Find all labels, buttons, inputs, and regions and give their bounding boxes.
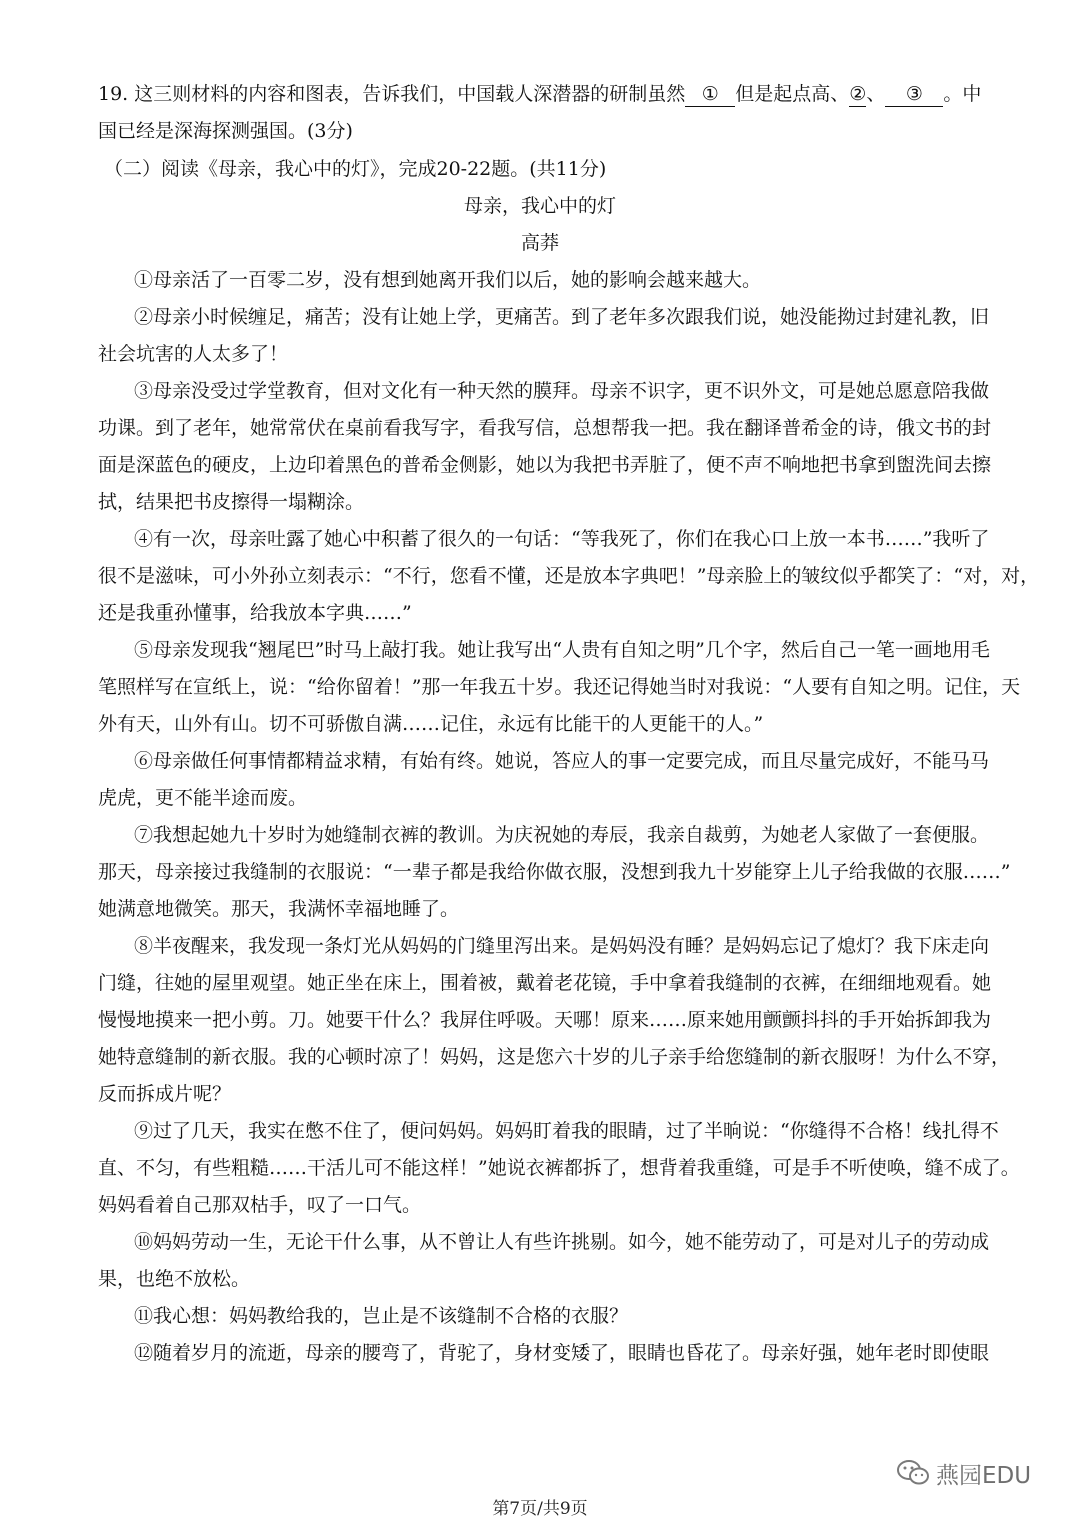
essay-title: 母亲，我心中的灯 [463,195,616,217]
blank-1: ① [685,82,735,107]
essay-author: 高莽 [520,232,559,254]
paragraph-line: ②母亲小时候缠足，痛苦；没有让她上学，更痛苦。到了老年多次跟我们说，她没能拗过封建礼教，旧 [134,306,990,328]
paragraph-line: 外有天，山外有山。切不可骄傲自满……记住，永远有比能干的人更能干的人。” [98,713,764,735]
section-header: （二）阅读《母亲，我心中的灯》，完成20-22题。(共11分) [104,158,607,180]
paragraph-line: ④有一次，母亲吐露了她心中积蓄了很久的一句话：“等我死了，你们在我心口上放一本书……”我听了 [134,528,990,550]
paragraph-line: ①母亲活了一百零二岁，没有想到她离开我们以后，她的影响会越来越大。 [134,269,762,291]
question-text-middle: 但是起点高、 [735,83,850,105]
page-footer: 第7页/共9页 [492,1499,588,1519]
paragraph-line: ⑧半夜醒来，我发现一条灯光从妈妈的门缝里泻出来。是妈妈没有睡？是妈妈忘记了熄灯？我下床走向 [134,935,990,957]
paragraph-line: ⑥母亲做任何事情都精益求精，有始有终。她说，答应人的事一定要完成，而且尽量完成好，不能马马 [134,750,990,772]
paragraph-line: 那天，母亲接过我缝制的衣服说：“一辈子都是我给你做衣服，没想到我九十岁能穿上儿子给我做的衣服……” [98,861,1011,883]
paragraph-line: 笔照样写在宣纸上，说：“给你留着！”那一年我五十岁。我还记得她当时对我说：“人要有自知之明。记住，天 [98,676,1021,698]
paragraph-line: ⑩妈妈劳动一生，无论干什么事，从不曾让人有些许挑剔。如今，她不能劳动了，可是对儿子的劳动成 [134,1231,990,1253]
paragraph-line: 她特意缝制的新衣服。我的心顿时凉了！妈妈，这是您六十岁的儿子亲手给您缝制的新衣服呀！为什么不穿， [98,1046,1011,1068]
paragraph-line: 直、不匀，有些粗糙……干活儿可不能这样！”她说衣裤都拆了，想背着我重缝，可是手不听使唤，缝不成了。 [98,1157,1020,1179]
paragraph-line: 面是深蓝色的硬皮，上边印着黑色的普希金侧影，她以为我把书弄脏了，便不声不响地把书拿到盥洗间去擦 [98,454,992,476]
paragraph-line: 功课。到了老年，她常常伏在桌前看我写字，看我写信，总想帮我一把。我在翻译普希金的诗，俄文书的封 [98,417,992,439]
question-19-line-1 [98,82,982,107]
question-19-line-2: 国已经是深海探测强国。(3分) [98,120,353,142]
paragraph-line: ⑪我心想：妈妈教给我的，岂止是不该缝制不合格的衣服？ [134,1305,629,1327]
paragraph-line: 反而拆成片呢？ [98,1083,232,1105]
paragraph-line: 社会坑害的人太多了！ [98,343,289,365]
paragraph-line: ⑨过了几天，我实在憋不住了，便问妈妈。妈妈盯着我的眼睛，过了半晌说：“你缝得不合格！线扎得不 [134,1120,999,1142]
paragraph-line: 拭，结果把书皮擦得一塌糊涂。 [98,491,365,513]
paragraph-line: 慢慢地摸来一把小剪。刀。她要干什么？我屏住呼吸。天哪！原来……原来她用颤颤抖抖的手开始拆卸我为 [98,1009,992,1031]
separator: 、 [866,83,886,105]
paragraph-line: ③母亲没受过学堂教育，但对文化有一种天然的膜拜。母亲不识字，更不识外文，可是她总愿意陪我做 [134,380,990,402]
blank-2: ② [849,83,867,105]
paragraph-line: 虎虎，更不能半途而废。 [98,787,308,809]
blank-3: ③ [885,82,943,107]
paragraph-line: 很不是滋味，可小外孙立刻表示：“不行，您看不懂，还是放本字典吧！”母亲脸上的皱纹似乎都笑了：“对，对， [98,565,1040,587]
watermark-text: 燕园EDU [936,1462,1032,1489]
question-text: 这三则材料的内容和图表，告诉我们，中国载人深潜器的研制虽然 [134,83,686,105]
paragraph-line: 果，也绝不放松。 [98,1268,251,1290]
paragraph-line: ⑦我想起她九十岁时为她缝制衣裤的教训。为庆祝她的寿辰，我亲自裁剪，为她老人家做了一套便服。 [134,824,990,846]
question-number: 19. [98,83,129,105]
paragraph-line: ⑫随着岁月的流逝，母亲的腰弯了，背驼了，身材变矮了，眼睛也昏花了。母亲好强，她年老时即使眼 [134,1342,990,1364]
question-text-end: 。中 [943,83,982,105]
watermark [896,1456,1031,1490]
wechat-icon [896,1458,930,1488]
paragraph-line: 她满意地微笑。那天，我满怀幸福地睡了。 [98,898,460,920]
paragraph-line: 还是我重孙懂事，给我放本字典……” [98,602,412,624]
paragraph-line: ⑤母亲发现我“翘尾巴”时马上敲打我。她让我写出“人贵有自知之明”几个字，然后自己一笔一画地用毛 [134,639,990,661]
paragraph-line: 门缝，往她的屋里观望。她正坐在床上，围着被，戴着老花镜，手中拿着我缝制的衣裤，在细细地观看。她 [98,972,992,994]
paragraph-line: 妈妈看着自己那双枯手，叹了一口气。 [98,1194,422,1216]
